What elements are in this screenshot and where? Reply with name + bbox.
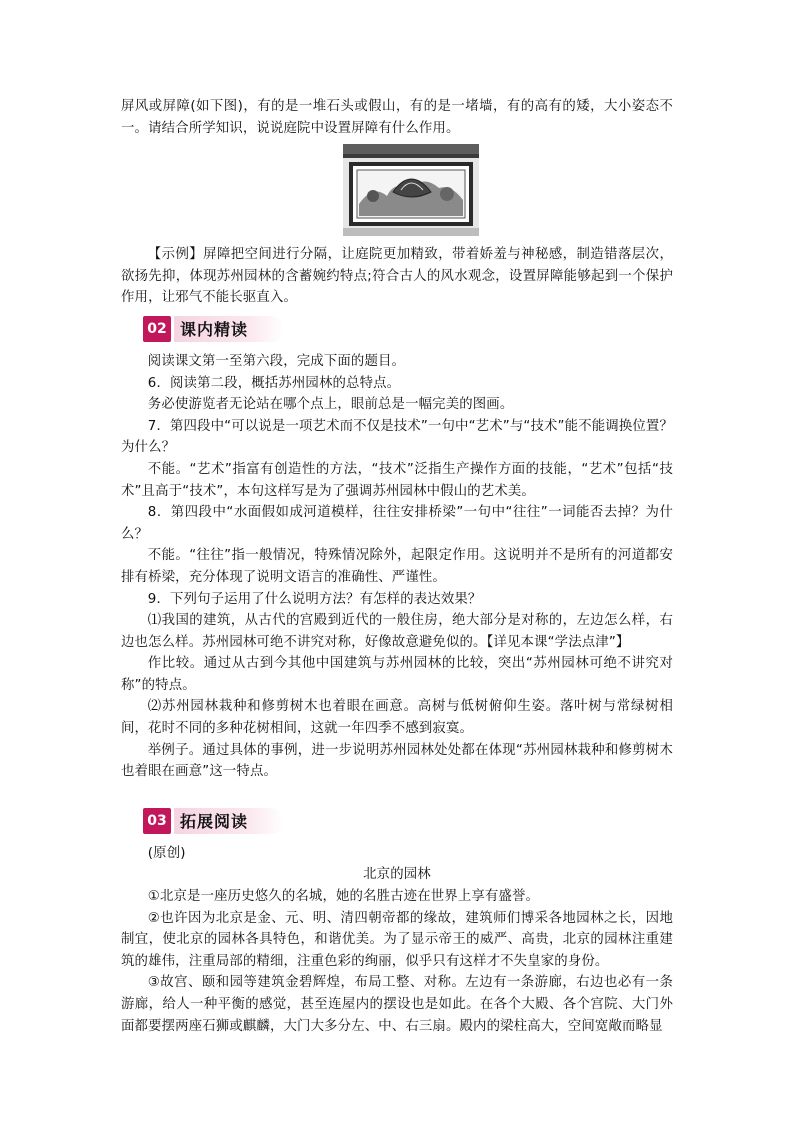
question-8: 8．第四段中“水面假如成河道模样，往往安排桥梁”一句中“往往”一词能否去掉？为什么？	[121, 505, 673, 542]
question-6: 6．阅读第二段，概括苏州园林的总特点。	[147, 375, 401, 391]
section-number: 03	[143, 808, 171, 834]
answer-7: 不能。“艺术”指富有创造性的方法，“技术”泛指生产操作方面的技能，“艺术”包括“技术”且高于“技术”，本句这样写是为了强调苏州园林中假山的艺术美。	[121, 461, 673, 499]
section-header-02	[143, 315, 673, 343]
section-number: 02	[143, 316, 171, 342]
article-paragraph: ②也许因为北京是金、元、明、清四朝帝都的缘故，建筑师们博采各地园林之长，因地制宜，使北京的园林各具特色，和谐优美。为了显示帝王的威严、高贵，北京的园林注重建筑的雄伟，注重局部的精细，注重色彩的绚丽，似乎只有这样才不失皇家的身份。	[121, 910, 673, 969]
answer-6: 务必使游览者无论站在哪个点上，眼前总是一幅完美的图画。	[147, 397, 514, 413]
source-note: (原创)	[147, 845, 186, 861]
question-9: 9．下列句子运用了什么说明方法？有怎样的表达效果？	[147, 591, 482, 607]
question-7: 7．第四段中“可以说是一项艺术而不仅是技术”一句中“艺术”与“技术”能不能调换位置？为什么？	[121, 418, 673, 456]
question-9-1: ⑴我国的建筑，从古代的宫殿到近代的一般住房，绝大部分是对称的，左边怎么样，右边也怎么样。苏州园林可绝不讲究对称，好像故意避免似的。【详见本课“学法点津”】	[121, 613, 673, 650]
article-paragraph: ①北京是一座历史悠久的名城，她的名胜古迹在世界上享有盛誉。	[147, 889, 540, 905]
article-paragraph: ③故宫、颐和园等建筑金碧辉煌，布局工整、对称。左边有一条游廊，右边也必有一条游廊，给人一种平衡的感觉，甚至连屋内的摆设也是如此。在各个大殿、各个宫院、大门外面都要摆两座石狮或麒麟，大门大多分左、中、右三扇。殿内的梁柱高大，空间宽敞而略显	[121, 975, 673, 1034]
answer-8: 不能。“往往”指一般情况，特殊情况除外，起限定作用。这说明并不是所有的河道都安排有桥梁，充分体现了说明文语言的准确性、严谨性。	[121, 548, 673, 585]
screen-wall-photo	[343, 144, 479, 236]
answer-9-2: 举例子。通过具体的事例，进一步说明苏州园林处处都在体现“苏州园林栽种和修剪树木也着眼在画意”这一特点。	[121, 742, 673, 780]
intro-example-answer: 【示例】屏障把空间进行分隔，让庭院更加精致，带着娇羞与神秘感，制造错落层次，欲扬先抑，体现苏州园林的含蓄婉约特点;符合古人的风水观念，设置屏障能够起到一个保护作用，让邪气不能长驱直入。	[121, 247, 673, 306]
intro-question: 屏风或屏障(如下图)，有的是一堆石头或假山，有的是一堵墙，有的高有的矮，大小姿态不一。请结合所学知识，说说庭院中设置屏障有什么作用。	[121, 99, 673, 136]
document-page	[121, 96, 673, 1037]
section-title: 课内精读	[174, 316, 284, 342]
section-title: 拓展阅读	[174, 808, 284, 834]
question-9-2: ⑵苏州园林栽种和修剪树木也着眼在画意。高树与低树俯仰生姿。落叶树与常绿树相间，花时不同的多种花树相间，这就一年四季不感到寂寞。	[121, 699, 673, 737]
answer-9-1: 作比较。通过从古到今其他中国建筑与苏州园林的比较，突出“苏州园林可绝不讲究对称”的特点。	[121, 656, 673, 693]
article-title: 北京的园林	[363, 867, 431, 883]
section-header-03	[143, 807, 673, 835]
text-line: 阅读课文第一至第六段，完成下面的题目。	[147, 353, 406, 369]
